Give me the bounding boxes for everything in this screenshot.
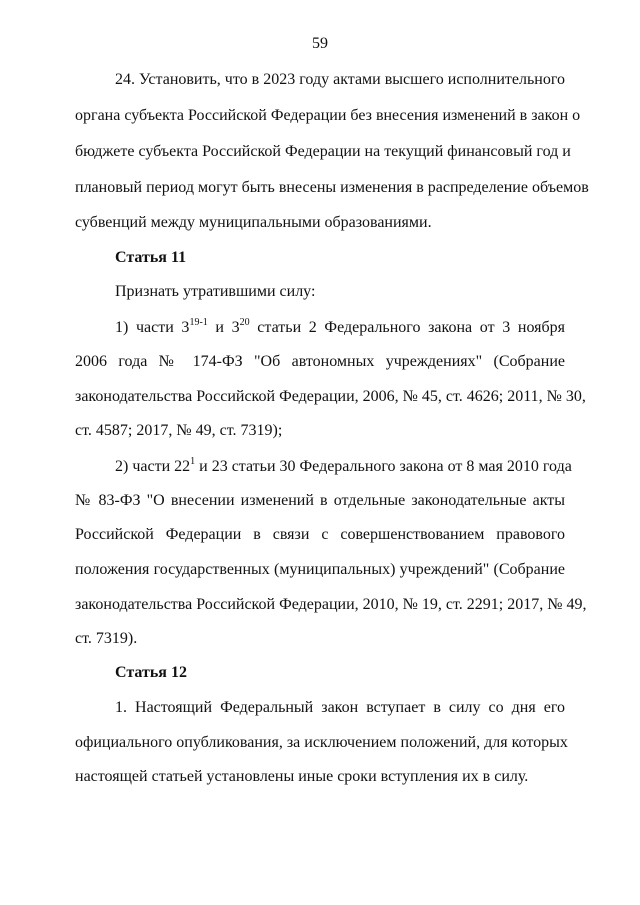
para24-line-5: субвенций между муниципальными образованиями. <box>75 214 432 231</box>
para24-line-4: плановый период могут быть внесены изменения в распределение объемов <box>75 179 589 196</box>
article-11-heading: Статья 11 <box>115 249 187 266</box>
article-11-item-1-line-4: ст. 4587; 2017, № 49, ст. 7319); <box>75 422 283 439</box>
article-11-item-2-line-2: № 83-ФЗ "О внесении изменений в отдельные законодательные акты <box>75 492 565 509</box>
article-11-item-1-line-2: 2006 года № 174-ФЗ "Об автономных учреждениях" (Собрание <box>75 353 565 370</box>
article-11-intro: Признать утратившими силу: <box>115 283 316 300</box>
article-12-para-1-line-2: официального опубликования, за исключением положений, для которых <box>75 734 568 751</box>
article-12-heading: Статья 12 <box>115 664 187 681</box>
article-12-para-1-line-1: 1. Настоящий Федеральный закон вступает в силу со дня его <box>115 699 565 716</box>
article-11-item-2-line-1: 2) части $22^1$ и 23 статьи 30 Федерального закона от 8 мая 2010 года <box>115 455 572 475</box>
article-11-item-2-line-3: Российской Федерации в связи с совершенствованием правового <box>75 526 565 543</box>
article-11-item-2-line-4: положения государственных (муниципальных) учреждений" (Собрание <box>75 561 565 578</box>
page-number: 59 <box>312 35 328 52</box>
article-11-item-1-line-1: 1) части 3$^{19-1}$ и $3^{20}$ статьи 2 Федерального закона от 3 ноября <box>115 316 566 336</box>
article-11-item-2-line-6: ст. 7319). <box>75 630 138 647</box>
article-11-item-2-line-5: законодательства Российской Федерации, 2010, № 19, ст. 2291; 2017, № 49, <box>75 596 587 613</box>
para24-line-3: бюджете субъекта Российской Федерации на текущий финансовый год и <box>75 143 571 160</box>
article-12-para-1-line-3: настоящей статьей установлены иные сроки вступления их в силу. <box>75 768 529 785</box>
para24-line-1: 24. Установить, что в 2023 году актами высшего исполнительного <box>115 71 565 88</box>
article-11-item-1-line-3: законодательства Российской Федерации, 2006, № 45, ст. 4626; 2011, № 30, <box>75 388 586 405</box>
para24-line-2: органа субъекта Российской Федерации без внесения изменений в закон о <box>75 107 581 124</box>
